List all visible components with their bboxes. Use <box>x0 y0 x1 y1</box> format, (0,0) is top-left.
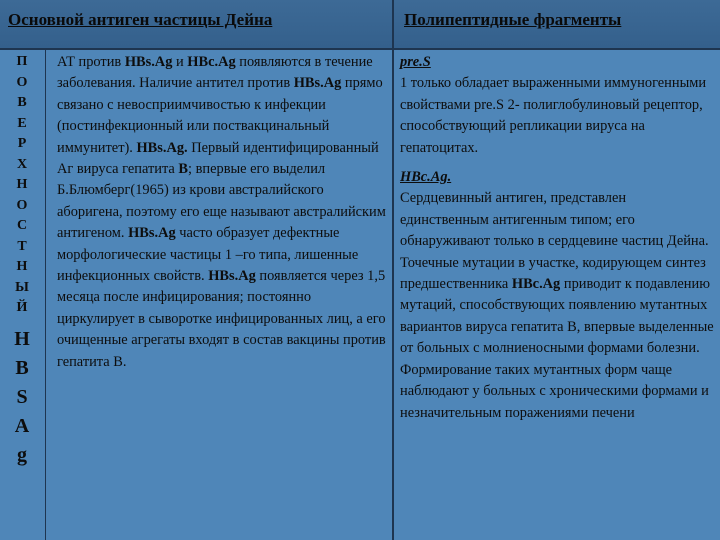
vertical-word-letter: В <box>17 95 27 110</box>
vertical-abbr-letter: B <box>15 356 29 379</box>
vertical-word-letter: Н <box>16 177 28 192</box>
vertical-word <box>0 52 44 319</box>
text-segment: и <box>172 54 188 70</box>
vertical-word-letter: Ы <box>15 279 29 295</box>
side-label-column <box>0 52 44 540</box>
table-header <box>0 0 720 50</box>
bold-term: HBs.Ag <box>124 54 173 70</box>
text-segment: прямо связано с невосприимчивостью к инфекции (постинфекционный или поствакцинальный иммунитет). <box>57 75 383 156</box>
polypeptide-fragments-text <box>400 52 718 424</box>
main-antigen-text <box>57 52 392 373</box>
bold-term: HBc.Ag <box>187 54 236 70</box>
hbc-part-1: Сердцевинный антиген, представлен единственным антигенным типом; его обнаруживают только в сердцевине частиц Дейна. Точечные мутации в участке, кодирующем синтез предшественника <box>400 190 709 293</box>
hbc-title: HBc.Ag. <box>400 169 452 186</box>
main-antigen-paragraph <box>57 52 392 373</box>
vertical-word-letter: Р <box>17 136 27 151</box>
text-segment: АТ против <box>57 54 125 70</box>
bold-term: В <box>178 161 189 178</box>
bold-term: HBs.Ag <box>293 75 342 92</box>
vertical-abbr-letter: g <box>17 443 27 466</box>
hbc-part-2: приводит к подавлению мутаций, способствующих появлению мутантных вариантов вируса гепатита В, впервые выделенные от больных с молниеносными формами болезни. Формирование таких мутантных форм чаще наблюдают у больных с хроническими формами и незначительным поражениями печени <box>400 276 714 421</box>
text-segment: часто образует дефектные морфологические частицы 1 –го типа, лишенные инфекционных свойств. <box>57 225 359 285</box>
vertical-word-letter: О <box>16 74 28 90</box>
pre-s-paragraph: 1 только обладает выраженными иммуногенными свойствами pre.S 2- полиглобулиновый рецептор, способствующий репликации вируса на гепатоцитах. <box>400 75 707 156</box>
vertical-word-letter: Н <box>16 259 28 274</box>
vertical-word-letter: Т <box>17 238 27 254</box>
vertical-abbr-letter: A <box>14 414 30 437</box>
text-segment: появляется через 1,5 месяца после инфицирования; постоянно циркулирует в сыворотке инфицированных лиц, а его очищенные агрегаты входят в состав вакцины против гепатита В. <box>57 268 386 370</box>
vertical-abbr-letter: H <box>14 327 30 350</box>
vertical-word-letter: Й <box>16 300 28 315</box>
header-left-title: Основной антиген частицы Дейна <box>8 10 273 29</box>
header-right-title: Полипептидные фрагменты <box>404 10 622 29</box>
hbc-bold-term: HBc.Ag <box>511 276 561 293</box>
bold-term: HBs.Ag <box>208 268 256 285</box>
vertical-word-letter: Е <box>17 115 27 131</box>
vertical-word-letter: С <box>16 218 28 233</box>
text-segment: ; впервые его выделил Б.Блюмберг(1965) из крови австралийского аборигена, поэтому его еще называют австралийским антигеном. <box>57 161 386 242</box>
side-divider <box>45 50 46 540</box>
vertical-abbr-letter: S <box>16 385 28 408</box>
vertical-abbreviation <box>0 325 44 470</box>
pre-s-title: pre.S <box>400 54 431 70</box>
vertical-word-letter: П <box>16 54 28 69</box>
column-divider <box>392 0 394 540</box>
bold-term: HBs.Ag. <box>136 139 188 156</box>
vertical-word-letter: Х <box>16 156 28 172</box>
hbc-paragraph <box>400 188 718 423</box>
bold-term: HBs.Ag <box>128 225 176 242</box>
vertical-word-letter: О <box>16 197 28 213</box>
text-segment: Первый идентифицированный Аг вируса гепатита <box>57 139 379 178</box>
text-segment: появляются в течение заболевания. Наличие антител против <box>57 54 373 92</box>
